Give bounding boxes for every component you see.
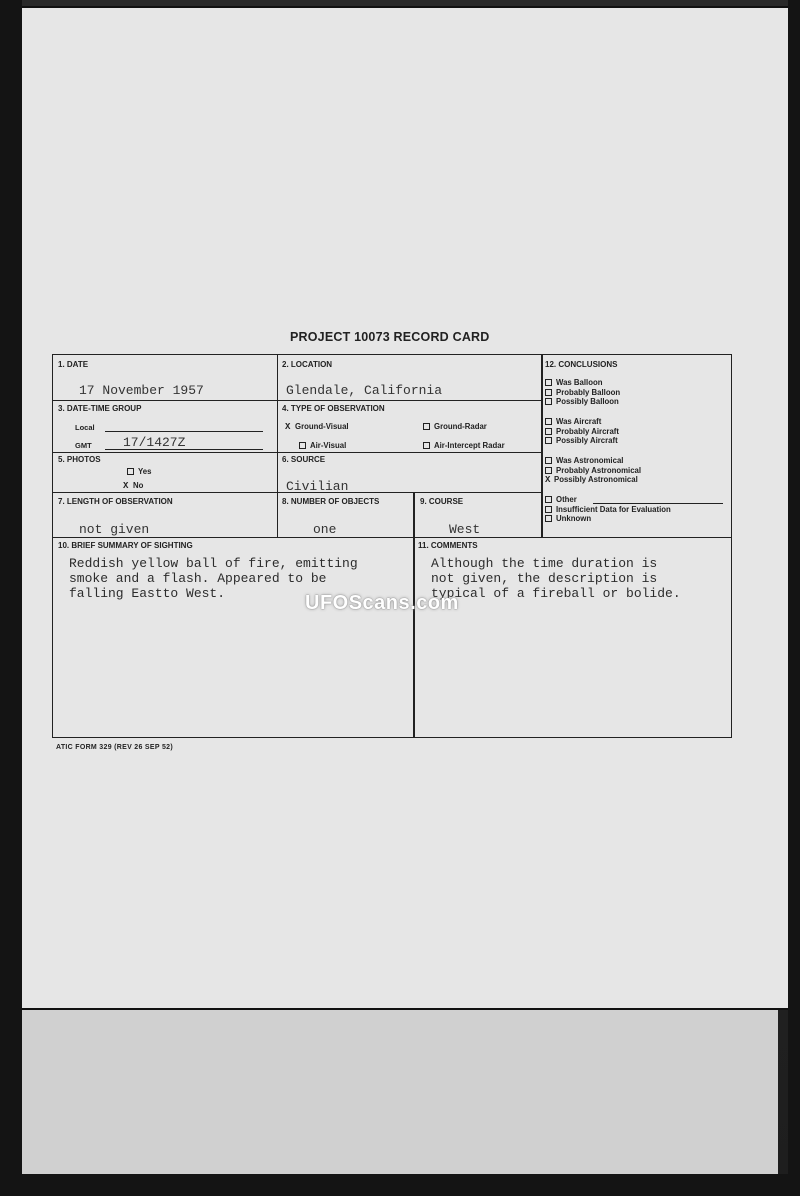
location-value: Glendale, California <box>286 383 443 398</box>
conclusions-aircraft-group: Was Aircraft Probably Aircraft Possibly Aircraft <box>545 417 619 446</box>
checkmark-icon: X <box>123 481 129 491</box>
local-label: Local <box>75 423 95 432</box>
divider <box>53 400 541 401</box>
gmt-value: 17/1427Z <box>123 435 186 450</box>
record-card-form <box>52 354 732 738</box>
checkbox-icon <box>423 423 430 430</box>
scan-edge-left <box>0 0 22 1196</box>
checkbox-icon <box>545 506 552 513</box>
checkbox-icon <box>545 428 552 435</box>
checkbox-icon <box>423 442 430 449</box>
form-id: ATIC FORM 329 (REV 26 SEP 52) <box>56 744 173 751</box>
checkbox-icon <box>127 468 134 475</box>
paper-shadow <box>22 985 778 1175</box>
scan-edge-right <box>788 0 800 1196</box>
checkmark-icon: X <box>285 422 291 432</box>
card-title: PROJECT 10073 RECORD CARD <box>290 330 490 344</box>
checkbox-icon <box>545 418 552 425</box>
number-of-objects-label: 8. NUMBER OF OBJECTS <box>282 497 380 506</box>
checkbox-icon <box>545 496 552 503</box>
length-of-observation-value: not given <box>79 522 150 537</box>
photos-no: X No <box>123 481 144 491</box>
divider <box>413 492 415 738</box>
course-label: 9. COURSE <box>420 497 464 506</box>
date-label: 1. DATE <box>58 360 89 369</box>
obs-air-intercept-radar: Air-Intercept Radar <box>423 441 505 451</box>
gmt-label: GMT <box>75 441 92 450</box>
length-of-observation-label: 7. LENGTH OF OBSERVATION <box>58 497 173 506</box>
obs-ground-radar: Ground-Radar <box>423 422 487 432</box>
obs-ground-visual: X Ground-Visual <box>285 422 349 432</box>
divider <box>277 355 278 537</box>
conclusions-astronomical-group: Was Astronomical Probably Astronomical X Possibly Astronomical <box>545 456 642 485</box>
conclusions-label: 12. CONCLUSIONS <box>545 360 618 369</box>
conclusions-other-group: Other Insufficient Data for Evaluation Unknown <box>545 495 671 524</box>
local-underline <box>105 431 263 432</box>
number-of-objects-value: one <box>313 522 337 537</box>
source-value: Civilian <box>286 479 349 494</box>
course-value: West <box>449 522 481 537</box>
checkbox-icon <box>545 467 552 474</box>
scan-edge-bottom <box>0 1174 800 1196</box>
checkbox-icon <box>545 437 552 444</box>
source-label: 6. SOURCE <box>282 455 326 464</box>
watermark: UFOScans.com <box>305 592 459 614</box>
brief-summary-label: 10. BRIEF SUMMARY OF SIGHTING <box>58 541 193 550</box>
comments-text: Although the time duration is not given, the description is typical of a fireball or bolide. <box>431 556 681 601</box>
checkbox-icon <box>545 457 552 464</box>
date-time-group-label: 3. DATE-TIME GROUP <box>58 404 142 413</box>
conclusions-balloon-group: Was Balloon Probably Balloon Possibly Balloon <box>545 378 620 407</box>
type-of-observation-label: 4. TYPE OF OBSERVATION <box>282 404 385 413</box>
comments-label: 11. COMMENTS <box>418 541 478 550</box>
photos-label: 5. PHOTOS <box>58 455 101 464</box>
location-label: 2. LOCATION <box>282 360 333 369</box>
checkbox-icon <box>545 379 552 386</box>
divider <box>53 537 731 538</box>
photos-yes: Yes <box>127 467 151 477</box>
checkmark-icon: X <box>545 475 551 485</box>
brief-summary-text: Reddish yellow ball of fire, emitting smoke and a flash. Appeared to be falling Eastto West. <box>69 556 358 601</box>
date-value: 17 November 1957 <box>79 383 204 398</box>
divider <box>53 452 541 453</box>
divider <box>541 355 543 537</box>
checkbox-icon <box>299 442 306 449</box>
checkbox-icon <box>545 389 552 396</box>
obs-air-visual: Air-Visual <box>299 441 346 451</box>
checkbox-icon <box>545 398 552 405</box>
other-underline <box>593 503 723 504</box>
checkbox-icon <box>545 515 552 522</box>
